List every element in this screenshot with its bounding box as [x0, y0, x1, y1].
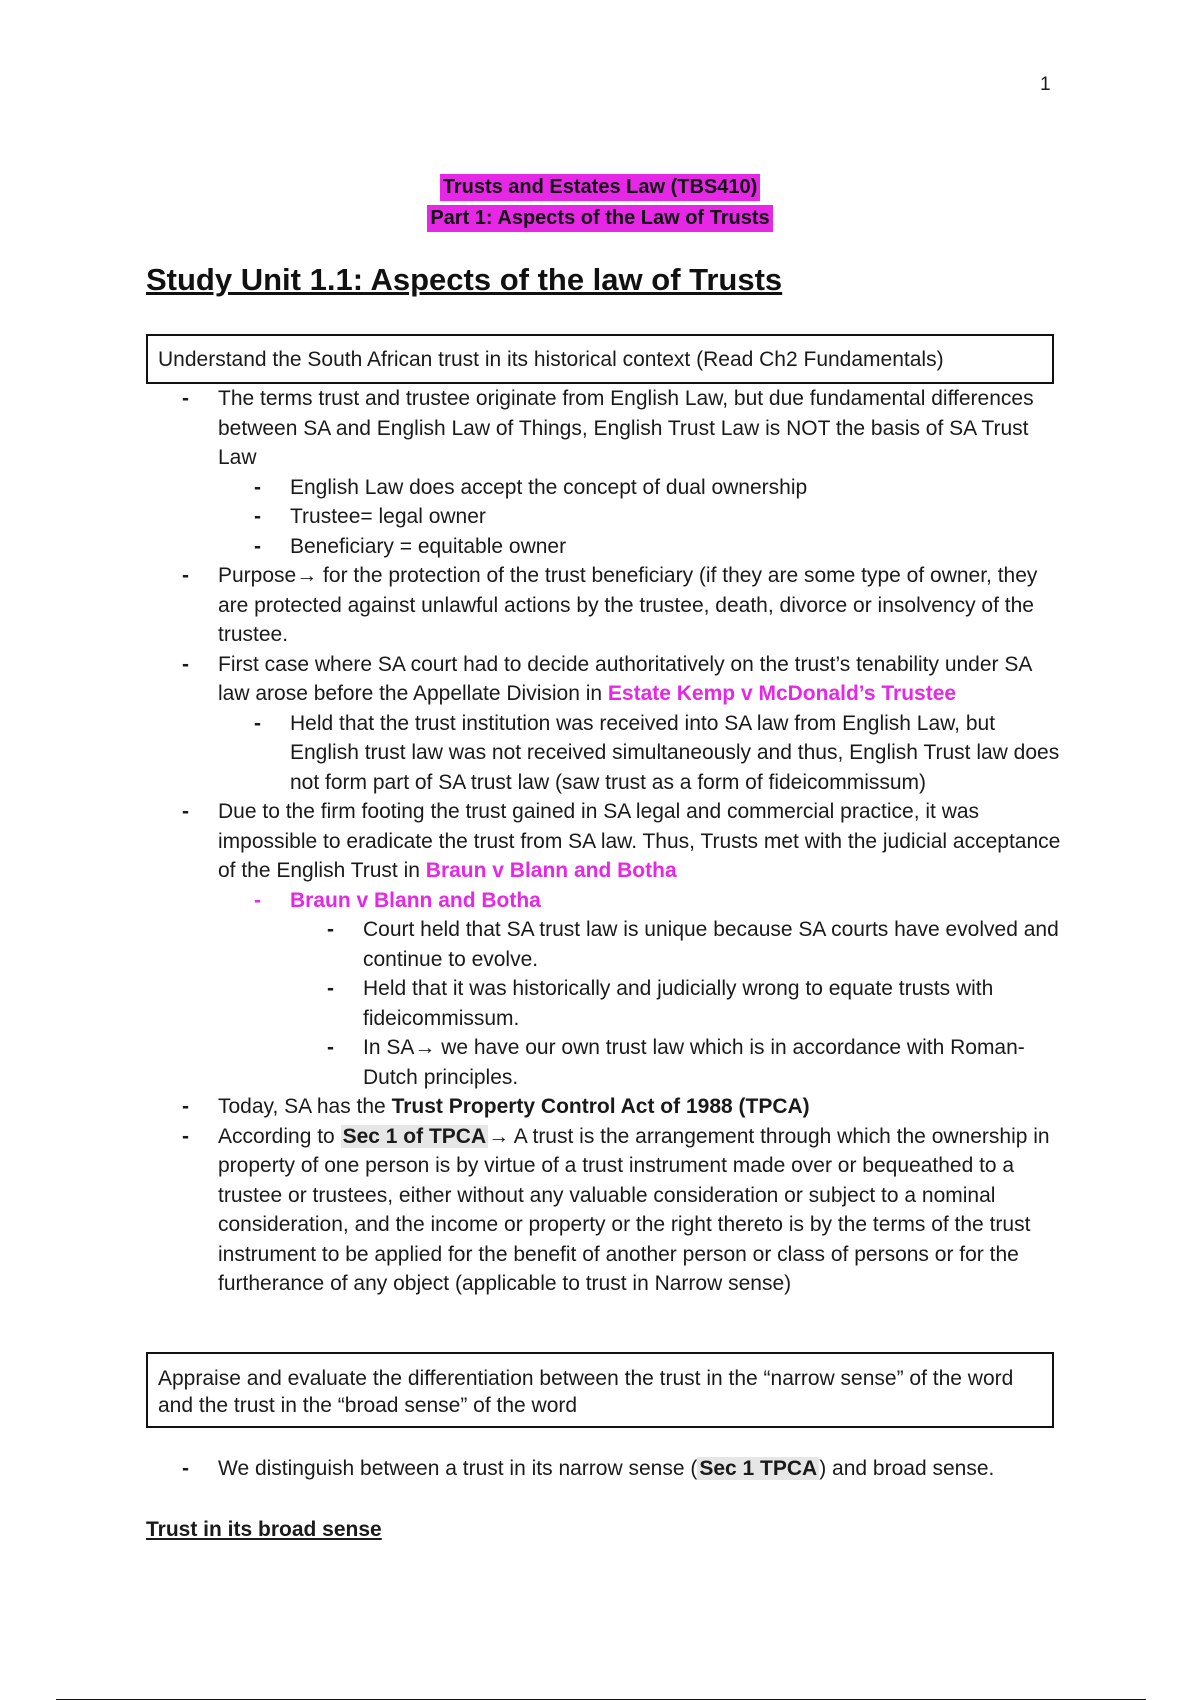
case-name: Estate Kemp v McDonald’s Trustee — [607, 682, 957, 705]
list-item: - Held that it was historically and judicially wrong to equate trusts with fideicommissum. — [146, 974, 1066, 1033]
bullet-dash: - — [182, 1457, 189, 1480]
bullet-dash: - — [182, 1124, 189, 1148]
bullet-dash: - — [182, 564, 189, 587]
list-item: - Trustee= legal owner — [146, 502, 1066, 532]
bullet-dash: - — [254, 888, 261, 912]
bullet-dash: - — [327, 1036, 334, 1059]
list-item: - English Law does accept the concept of dual ownership — [146, 473, 1066, 503]
case-name: Braun v Blann and Botha — [290, 888, 541, 912]
section-reference: Sec 1 TPCA — [699, 1457, 818, 1480]
list-item: - Today, SA has the Trust Property Control Act of 1988 (TPCA) — [146, 1092, 1066, 1122]
page-number: 1 — [1040, 74, 1051, 95]
study-unit-title: Study Unit 1.1: Aspects of the law of Trusts — [146, 262, 783, 297]
list-item: - The terms trust and trustee originate from English Law, but due fundamental differences between SA and English Law of Things, English Trust Law is NOT the basis of SA Trust Law — [146, 384, 1066, 473]
section-reference: Sec 1 of TPCA — [342, 1124, 487, 1148]
list-item — [146, 886, 1066, 916]
list-item: - Due to the firm footing the trust gained in SA legal and commercial practice, it was impossible to eradicate the trust from SA law. Thus, Trusts met with the judicial acceptance of the English Trust in Braun v Blann and Botha — [146, 797, 1066, 886]
notes-content — [146, 384, 1066, 1299]
distinguish-list — [146, 1454, 1066, 1483]
list-item: - In SA→ we have our own trust law which is in accordance with Roman-Dutch principles. — [146, 1033, 1066, 1092]
case-name: Braun v Blann and Botha — [425, 859, 677, 882]
bullet-dash: - — [182, 1095, 189, 1118]
bullet-list — [146, 384, 1066, 1299]
bullet-dash: - — [182, 800, 189, 823]
list-item: - Court held that SA trust law is unique because SA courts have evolved and continue to evolve. — [146, 915, 1066, 974]
bullet-dash: - — [254, 534, 261, 558]
list-item: - We distinguish between a trust in its narrow sense (Sec 1 TPCA) and broad sense. — [146, 1454, 1066, 1483]
outcome-box-historical: Understand the South African trust in its historical context (Read Ch2 Fundamentals) — [146, 334, 1054, 384]
list-item: - Beneficiary = equitable owner — [146, 532, 1066, 562]
act-name: Trust Property Control Act of 1988 (TPCA) — [391, 1095, 810, 1118]
bullet-dash: - — [182, 387, 189, 410]
course-header — [0, 172, 1200, 234]
list-item: - Held that the trust institution was received into SA law from English Law, but English trust law was not received simultaneously and thus, English Trust law does not form part of SA trust law (saw trust as a form of fideicommissum) — [146, 709, 1066, 798]
list-item: - First case where SA court had to decide authoritatively on the trust’s tenability under SA law arose before the Appellate Division in Estate Kemp v McDonald’s Trustee — [146, 650, 1066, 709]
bullet-dash: - — [254, 505, 261, 528]
outcome-box-narrow-broad: Appraise and evaluate the differentiation between the trust in the “narrow sense” of the word and the trust in the “broad sense” of the word — [146, 1352, 1054, 1428]
course-title: Trusts and Estates Law (TBS410) — [440, 174, 761, 201]
list-item: - Purpose→ for the protection of the trust beneficiary (if they are some type of owner, they are protected against unlawful actions by the trustee, death, divorce or insolvency of the trustee. — [146, 561, 1066, 650]
part-title: Part 1: Aspects of the Law of Trusts — [427, 205, 772, 232]
list-item: - According to Sec 1 of TPCA→ A trust is the arrangement through which the ownership in property of one person is by virtue of a trust instrument made over or bequeathed to a trustee or trustees, either without any valuable consideration or subject to a nominal consideration, and the income or property or the right thereto is by the terms of the trust instrument to be applied for the benefit of another person or class of persons or for the furtherance of any object (applicable to trust in Narrow sense) — [146, 1122, 1066, 1299]
section-heading: Trust in its broad sense — [146, 1518, 382, 1541]
bullet-dash: - — [327, 918, 334, 941]
bullet-dash: - — [254, 475, 261, 499]
bullet-dash: - — [182, 652, 189, 676]
bullet-dash: - — [254, 711, 261, 735]
bullet-dash: - — [327, 977, 334, 1000]
